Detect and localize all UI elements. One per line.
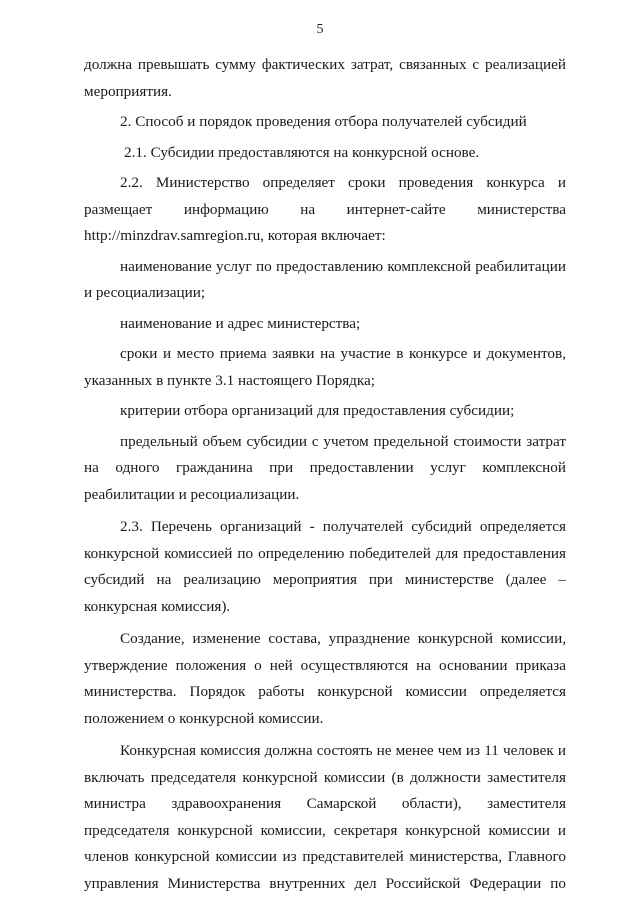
paragraph-1: должна превышать сумму фактических затрат, связанных с реализацией мероприятия. (84, 56, 566, 100)
document-body (84, 52, 566, 901)
paragraph-commission-composition: Конкурсная комиссия должна состоять не менее чем из 11 человек и включать председателя конкурсной комиссии (в должности заместителя министра здравоохранения Самарской области), заместителя председателя конкурсной комиссии, секретаря конкурсной комиссии и членов конкурсной комиссии из представителей министерства, Главного управления Министерства внутренних дел Российской Федерации по (84, 742, 566, 892)
paragraph-2-2: 2.2. Министерство определяет сроки проведения конкурса и размещает информацию на интернет-сайте министерства http://minzdrav.samregion.ru, которая включает: (84, 174, 566, 244)
list-item-criteria: критерии отбора организаций для предоставления субсидии; (120, 402, 515, 419)
list-item-deadlines: сроки и место приема заявки на участие в конкурсе и документов, указанных в пункте 3.1 настоящего Порядка; (84, 345, 566, 389)
paragraph-2-1: 2.1. Субсидии предоставляются на конкурсной основе. (124, 143, 480, 161)
list-item-subsidy-limit: предельный объем субсидии с учетом предельной стоимости затрат на одного гражданина при предоставлении услуг комплексной реабилитации и ресоциализации. (84, 432, 566, 503)
list-item-services: наименование услуг по предоставлению комплексной реабилитации и ресоциализации; (84, 257, 566, 301)
list-item-ministry-address: наименование и адрес министерства; (120, 314, 361, 332)
paragraph-2-3: 2.3. Перечень организаций - получателей субсидий определяется конкурсной комиссией по определению победителей для предоставления субсидий на реализацию мероприятия при министерстве (далее – конкурсная комиссия). (84, 518, 566, 615)
section-heading: 2. Способ и порядок проведения отбора получателей субсидий (120, 113, 527, 130)
paragraph-commission-creation: Создание, изменение состава, упразднение конкурсной комиссии, утверждение положения о ней осуществляются на основании приказа министерства. Порядок работы конкурсной комиссии определяется положением о конкурсной комиссии. (84, 630, 566, 727)
page-number: 5 (316, 22, 324, 37)
